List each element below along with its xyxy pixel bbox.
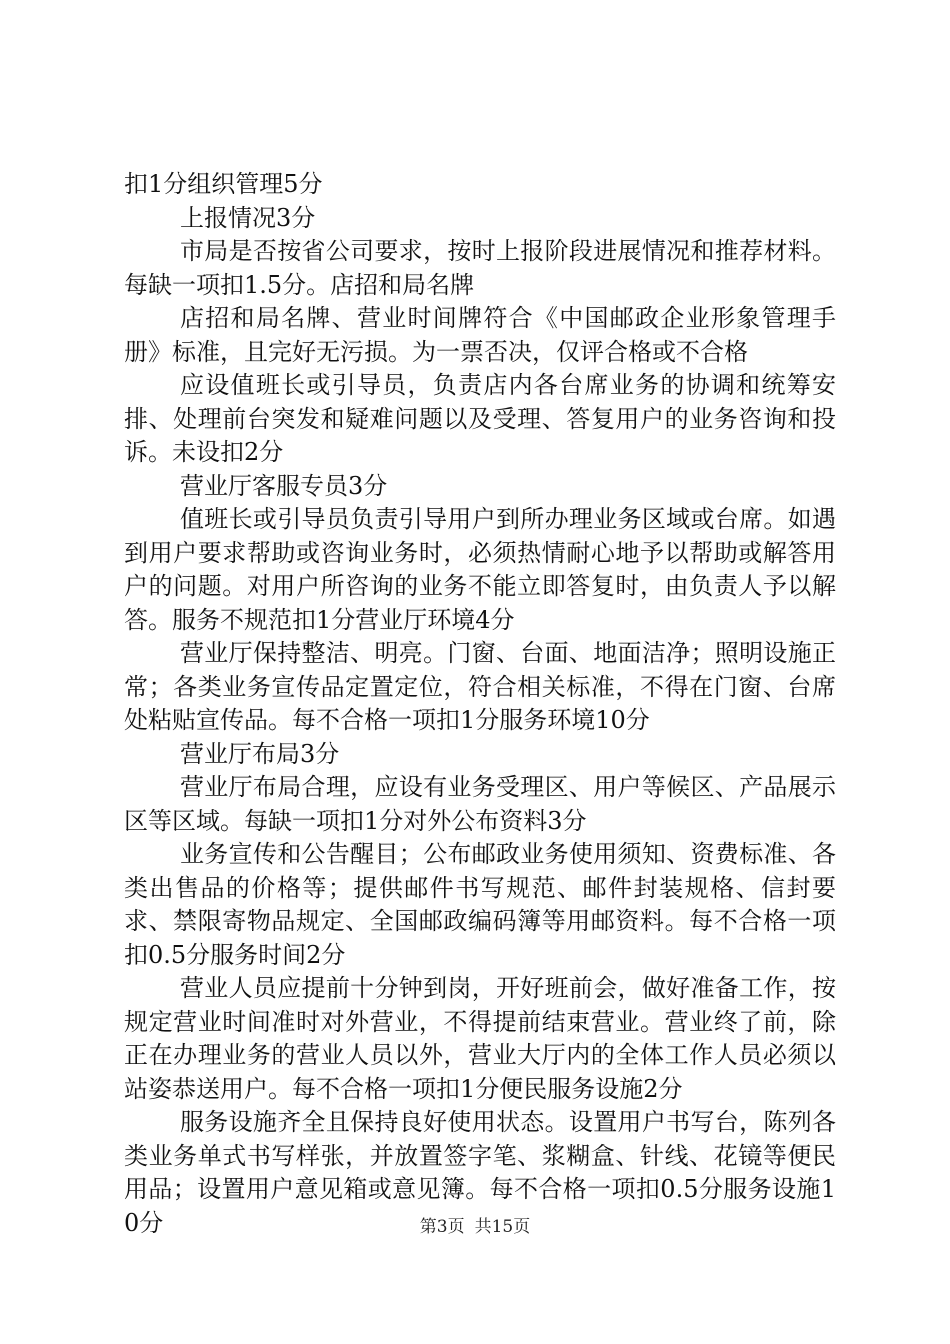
page-footer [0, 1217, 950, 1237]
page-number: 第3页 [419, 1217, 465, 1237]
paragraph: 营业厅布局3分 [180, 739, 340, 768]
paragraph: 扣1分组织管理5分 [124, 170, 323, 198]
paragraph: 营业厅布局合理，应设有业务受理区、用户等候区、产品展示区等区域。每缺一项扣1分对外公布资料3分 [124, 773, 836, 835]
paragraph: 店招和局名牌、营业时间牌符合《中国邮政企业形象管理手册》标准，且完好无污损。为一票否决，仅评合格或不合格 [124, 304, 836, 366]
paragraph: 市局是否按省公司要求，按时上报阶段进展情况和推荐材料。每缺一项扣1.5分。店招和局名牌 [124, 237, 836, 299]
paragraph: 上报情况3分 [180, 203, 316, 232]
paragraph: 值班长或引导员负责引导用户到所办理业务区域或台席。如遇到用户要求帮助或咨询业务时，必须热情耐心地予以帮助或解答用户的问题。对用户所咨询的业务不能立即答复时，由负责人予以解答。服务不规范扣1分营业厅环境4分 [124, 505, 836, 634]
page-total: 共15页 [474, 1217, 531, 1237]
paragraph: 营业人员应提前十分钟到岗，开好班前会，做好准备工作，按规定营业时间准时对外营业，不得提前结束营业。营业终了前，除正在办理业务的营业人员以外，营业大厅内的全体工作人员必须以站姿恭送用户。每不合格一项扣1分便民服务设施2分 [124, 974, 836, 1103]
paragraph: 营业厅客服专员3分 [180, 471, 388, 500]
paragraph: 营业厅保持整洁、明亮。门窗、台面、地面洁净；照明设施正常；各类业务宣传品定置定位，符合相关标准，不得在门窗、台席处粘贴宣传品。每不合格一项扣1分服务环境10分 [124, 639, 836, 734]
paragraph: 应设值班长或引导员，负责店内各台席业务的协调和统筹安排、处理前台突发和疑难问题以及受理、答复用户的业务咨询和投诉。未设扣2分 [124, 371, 836, 466]
document-body [124, 168, 836, 1240]
paragraph: 服务设施齐全且保持良好使用状态。设置用户书写台，陈列各类业务单式书写样张，并放置签字笔、浆糊盒、针线、花镜等便民用品；设置用户意见箱或意见簿。每不合格一项扣0.5分服务设施10分 [124, 1108, 836, 1237]
paragraph: 业务宣传和公告醒目；公布邮政业务使用须知、资费标准、各类出售品的价格等；提供邮件书写规范、邮件封装规格、信封要求、禁限寄物品规定、全国邮政编码簿等用邮资料。每不合格一项扣0.5分服务时间2分 [124, 840, 836, 969]
